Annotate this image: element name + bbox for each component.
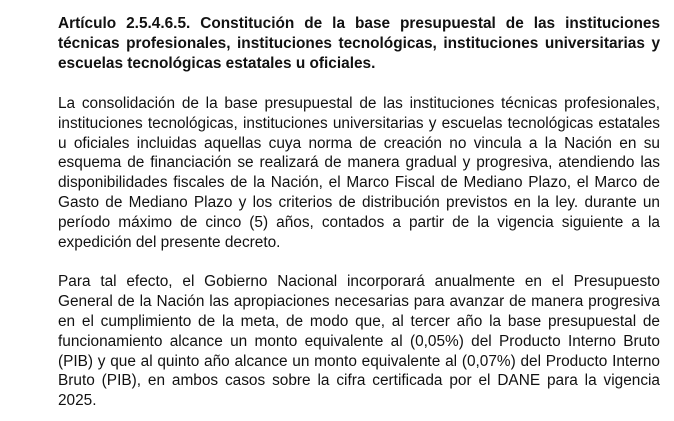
article-heading: Artículo 2.5.4.6.5. Constitución de la base presupuestal de las instituciones técnicas profesionales, instituciones tecnológicas, instituciones universitarias y escuelas tecnológicas estatales u oficiales. bbox=[58, 15, 660, 72]
article-paragraph-1: La consolidación de la base presupuestal de las instituciones técnicas profesionales, instituciones tecnológicas, instituciones universitarias y escuelas tecnológicas estatales u oficiales incluidas aquellas cuya norma de creación no vincula a la Nación en su esquema de financiación se realizará de manera gradual y progresiva, atendiendo las disponibilidades fiscales de la Nación, el Marco Fiscal de Mediano Plazo, el Marco de Gasto de Mediano Plazo y los criterios de distribución previstos en la ley. durante un período máximo de cinco (5) años, contados a partir de la vigencia siguiente a la expedición del presente decreto. bbox=[58, 95, 660, 251]
spacer bbox=[58, 74, 660, 94]
article-paragraph-2: Para tal efecto, el Gobierno Nacional incorporará anualmente en el Presupuesto General de la Nación las apropiaciones necesarias para avanzar de manera progresiva en el cumplimiento de la meta, de modo que, al tercer año la base presupuestal de funcionamiento alcance un monto equivalente al (0,05%) del Producto Interno Bruto (PIB) y que al quinto año alcance un monto equivalente al (0,07%) del Producto Interno Bruto (PIB), en ambos casos sobre la cifra certificada por el DANE para la vigencia 2025. bbox=[58, 273, 660, 410]
spacer bbox=[58, 252, 660, 272]
document-page bbox=[58, 14, 660, 411]
